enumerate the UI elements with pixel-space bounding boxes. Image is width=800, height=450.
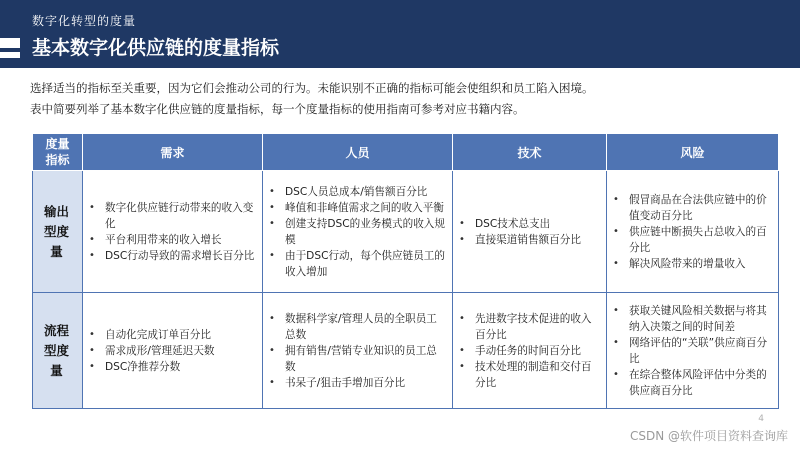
intro-line-2: 表中简要列举了基本数字化供应链的度量指标，每一个度量指标的使用指南可参考对应书籍内容。: [30, 102, 525, 116]
row-label-line-2: 型度: [43, 342, 69, 358]
cell-process-risk: [607, 293, 779, 409]
list-item: • 平台利用带来的收入增长: [87, 232, 256, 248]
row-label-line-2: 型度: [43, 223, 69, 239]
list-item: • 书呆子/狙击手增加百分比: [267, 375, 446, 391]
row-label-line-3: 量: [50, 243, 63, 259]
cell-output-risk: [607, 171, 779, 293]
header-bar: [0, 0, 800, 68]
list-item: • DSC人员总成本/销售额百分比: [267, 184, 446, 200]
row-label-process: [33, 293, 83, 409]
list-item: • 峰值和非峰值需求之间的收入平衡: [267, 200, 446, 216]
page-title: 基本数字化供应链的度量指标: [32, 37, 280, 59]
list-item: • 需求成形/管理延迟天数: [87, 343, 256, 359]
list-item: • 获取关键风险相关数据与将其纳入决策之间的时间差: [611, 303, 772, 335]
list-item: • 假冒商品在合法供应链中的价值变动百分比: [611, 192, 772, 224]
header-metric-type: [33, 134, 83, 171]
row-label-line-1: 输出: [43, 203, 69, 219]
list-item: • 手动任务的时间百分比: [457, 343, 600, 359]
table-row-output-metrics: [33, 171, 779, 293]
header-accent-stripe-lower: [0, 52, 20, 58]
list-item: • 创建支持DSC的业务模式的收入规模: [267, 216, 446, 248]
corner-label-line-2: 指标: [45, 153, 70, 167]
header-technology: 技术: [453, 134, 607, 171]
watermark-text: CSDN @软件项目资料查询库: [629, 429, 788, 443]
cell-process-technology: [453, 293, 607, 409]
list-item: • DSC净推荐分数: [87, 359, 256, 375]
list-item: • 拥有销售/营销专业知识的员工总数: [267, 343, 446, 375]
header-demand: 需求: [83, 134, 263, 171]
list-item: • 自动化完成订单百分比: [87, 327, 256, 343]
list-item: • 解决风险带来的增量收入: [611, 256, 772, 272]
list-item: • DSC技术总支出: [457, 216, 600, 232]
header-people: 人员: [263, 134, 453, 171]
list-item: • 网络评估的“关联”供应商百分比: [611, 335, 772, 367]
section-subtitle: 数字化转型的度量: [32, 14, 137, 28]
list-item: • DSC行动导致的需求增长百分比: [87, 248, 256, 264]
table-row-process-metrics: [33, 293, 779, 409]
list-item: • 供应链中断损失占总收入的百分比: [611, 224, 772, 256]
list-item: • 直接渠道销售额百分比: [457, 232, 600, 248]
intro-line-1: 选择适当的指标至关重要，因为它们会推动公司的行为。未能识别不正确的指标可能会使组织和员工陷入困境。: [30, 81, 594, 95]
row-label-line-3: 量: [50, 362, 63, 378]
cell-output-technology: [453, 171, 607, 293]
cell-output-demand: [83, 171, 263, 293]
row-label-line-1: 流程: [43, 322, 69, 338]
cell-process-demand: [83, 293, 263, 409]
table-header-row: [33, 134, 779, 171]
header-accent-stripe: [0, 38, 20, 48]
cell-output-people: [263, 171, 453, 293]
metrics-table: [32, 133, 779, 409]
list-item: • 由于DSC行动，每个供应链员工的收入增加: [267, 248, 446, 280]
header-risk: 风险: [607, 134, 779, 171]
page-number: 4: [758, 414, 764, 424]
list-item: • 技术处理的制造和交付百分比: [457, 359, 600, 391]
cell-process-people: [263, 293, 453, 409]
list-item: • 数据科学家/管理人员的全职员工总数: [267, 311, 446, 343]
intro-text: [30, 78, 780, 120]
row-label-output: [33, 171, 83, 293]
corner-label-line-1: 度量: [45, 137, 70, 151]
list-item: • 在综合整体风险评估中分类的供应商百分比: [611, 367, 772, 399]
list-item: • 数字化供应链行动带来的收入变化: [87, 200, 256, 232]
list-item: • 先进数字技术促进的收入百分比: [457, 311, 600, 343]
